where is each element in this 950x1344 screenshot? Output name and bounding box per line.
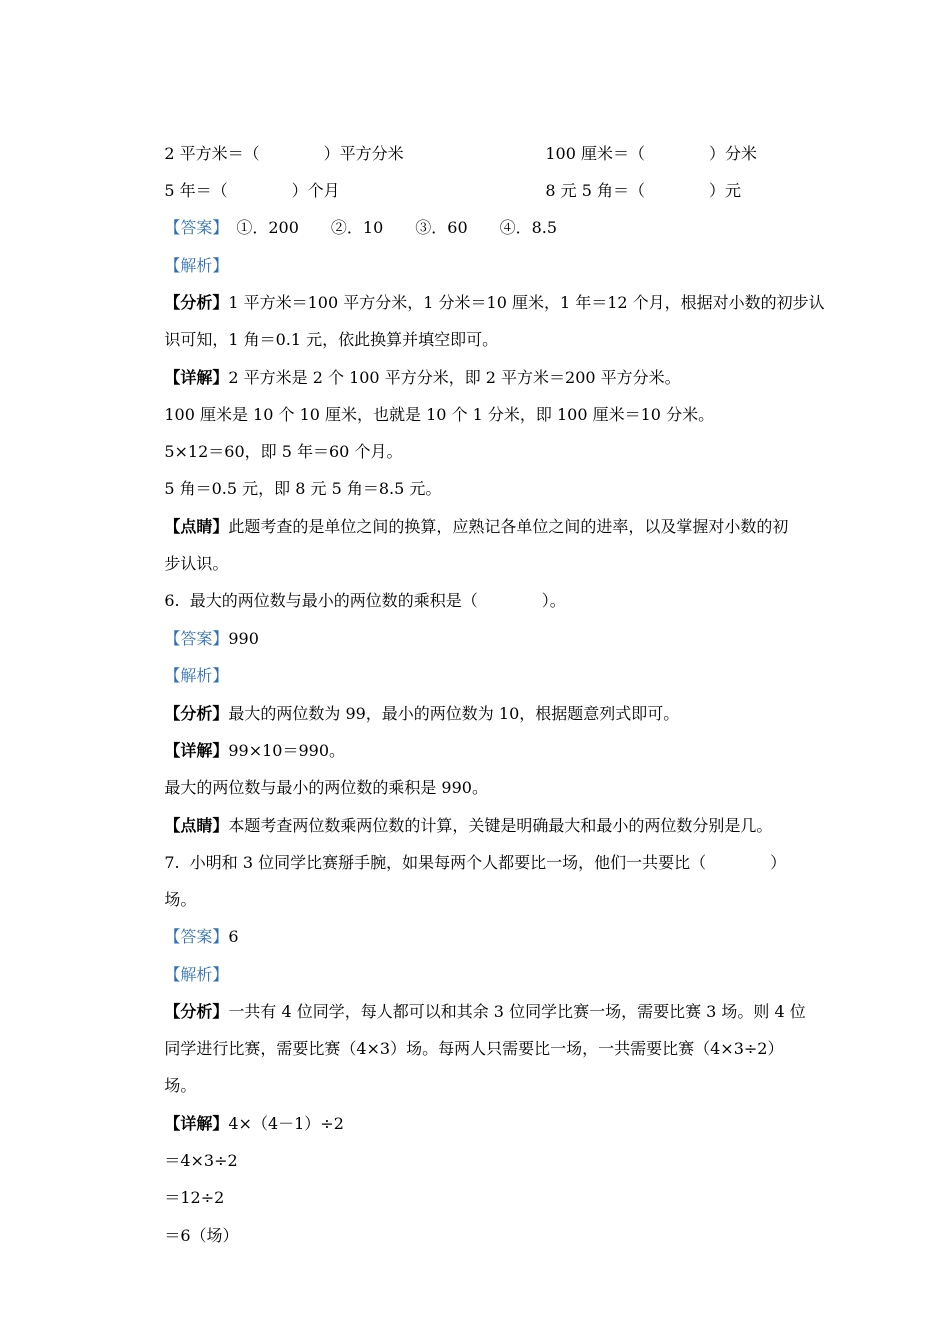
q5-fenxi-text-1: 1 平方米＝100 平方分米，1 分米＝10 厘米，1 年＝12 个月，根据对小数的初步认 <box>228 293 825 312</box>
q7-answer-label: 【答案】 <box>164 927 229 946</box>
q5-dianjing-1 <box>144 497 788 557</box>
q5-xiangjie-label: 【详解】 <box>164 368 229 387</box>
q7-xiangjie-text-3: ＝12÷2 <box>164 1188 225 1207</box>
q5-row2-right-text: 8 元 5 角＝（ ）元 <box>545 181 741 200</box>
q5-xiangjie-text-3: 5×12＝60，即 5 年＝60 个月。 <box>164 442 403 461</box>
q5-xiangjie-text-2: 100 厘米是 10 个 10 厘米，也就是 10 个 1 分米，即 100 厘米＝10 分米。 <box>164 405 715 424</box>
q6-xiangjie-label: 【详解】 <box>164 741 229 760</box>
q5-row1-right-text: 100 厘米＝（ ）分米 <box>545 144 757 163</box>
q6-xiangjie-text-2: 最大的两位数与最小的两位数的乘积是 990。 <box>164 778 488 797</box>
q6-fenxi-label: 【分析】 <box>164 704 229 723</box>
q6-answer-text: 990 <box>228 629 259 648</box>
q7-xiangjie-text-2: ＝4×3÷2 <box>164 1151 238 1170</box>
q7-fenxi-2 <box>144 1019 783 1079</box>
q6-fenxi-text: 最大的两位数为 99，最小的两位数为 10，根据题意列式即可。 <box>228 704 680 723</box>
q5-fenxi-label: 【分析】 <box>164 293 229 312</box>
q5-dianjing-text-2: 步认识。 <box>164 554 229 573</box>
q5-dianjing-text-1: 此题考查的是单位之间的换算，应熟记各单位之间的进率，以及掌握对小数的初 <box>228 517 789 536</box>
q7-fenxi-label: 【分析】 <box>164 1002 229 1021</box>
q5-row2-left: 5 年＝（ ）个月 <box>164 181 340 200</box>
q5-fenxi-text-2: 识可知，1 角＝0.1 元，依此换算并填空即可。 <box>164 330 499 349</box>
q7-fenxi-text-2: 同学进行比赛，需要比赛（4×3）场。每两人只需要比一场，一共需要比赛（4×3÷2） <box>164 1039 784 1058</box>
q5-xiangjie-text-4: 5 角＝0.5 元，即 8 元 5 角＝8.5 元。 <box>164 479 442 498</box>
q7-answer-text: 6 <box>228 927 239 946</box>
q7-fenxi-text-1: 一共有 4 位同学，每人都可以和其余 3 位同学比赛一场，需要比赛 3 场。则 4 位 <box>228 1002 806 1021</box>
q7-xiangjie-text-4: ＝6（场） <box>164 1226 239 1245</box>
q7-question-text-2: 场。 <box>164 890 197 909</box>
q6-question-text: 6. 最大的两位数与最小的两位数的乘积是（ ）。 <box>164 591 566 610</box>
q7-question-text-1: 7. 小明和 3 位同学比赛掰手腕，如果每两个人都要比一场，他们一共要比（ ） <box>164 853 787 872</box>
q7-fenxi-text-3: 场。 <box>164 1076 197 1095</box>
q7-xiangjie-4 <box>144 1206 239 1266</box>
q7-analysis-label: 【解析】 <box>164 965 229 984</box>
q5-row1-left: 2 平方米＝（ ）平方分米 <box>164 144 404 163</box>
q6-analysis-label: 【解析】 <box>164 666 229 685</box>
q5-answer-label: 【答案】 <box>164 218 221 237</box>
q5-answer-text: ①．200 ②．10 ③．60 ④．8.5 <box>220 218 558 237</box>
q5-dianjing-label: 【点睛】 <box>164 517 229 536</box>
q7-xiangjie-text-1: 4×（4－1）÷2 <box>228 1114 344 1133</box>
q5-row2-right <box>525 161 741 221</box>
q6-answer-label: 【答案】 <box>164 629 229 648</box>
q6-dianjing-text: 本题考查两位数乘两位数的计算，关键是明确最大和最小的两位数分别是几。 <box>228 816 773 835</box>
q7-xiangjie-label: 【详解】 <box>164 1114 229 1133</box>
q5-xiangjie-text-1: 2 平方米是 2 个 100 平方分米，即 2 平方米＝200 平方分米。 <box>228 368 681 387</box>
q6-dianjing-label: 【点睛】 <box>164 816 229 835</box>
q5-analysis-label: 【解析】 <box>164 256 229 275</box>
q7-question-1 <box>144 833 786 893</box>
q6-xiangjie-text-1: 99×10＝990。 <box>228 741 346 760</box>
